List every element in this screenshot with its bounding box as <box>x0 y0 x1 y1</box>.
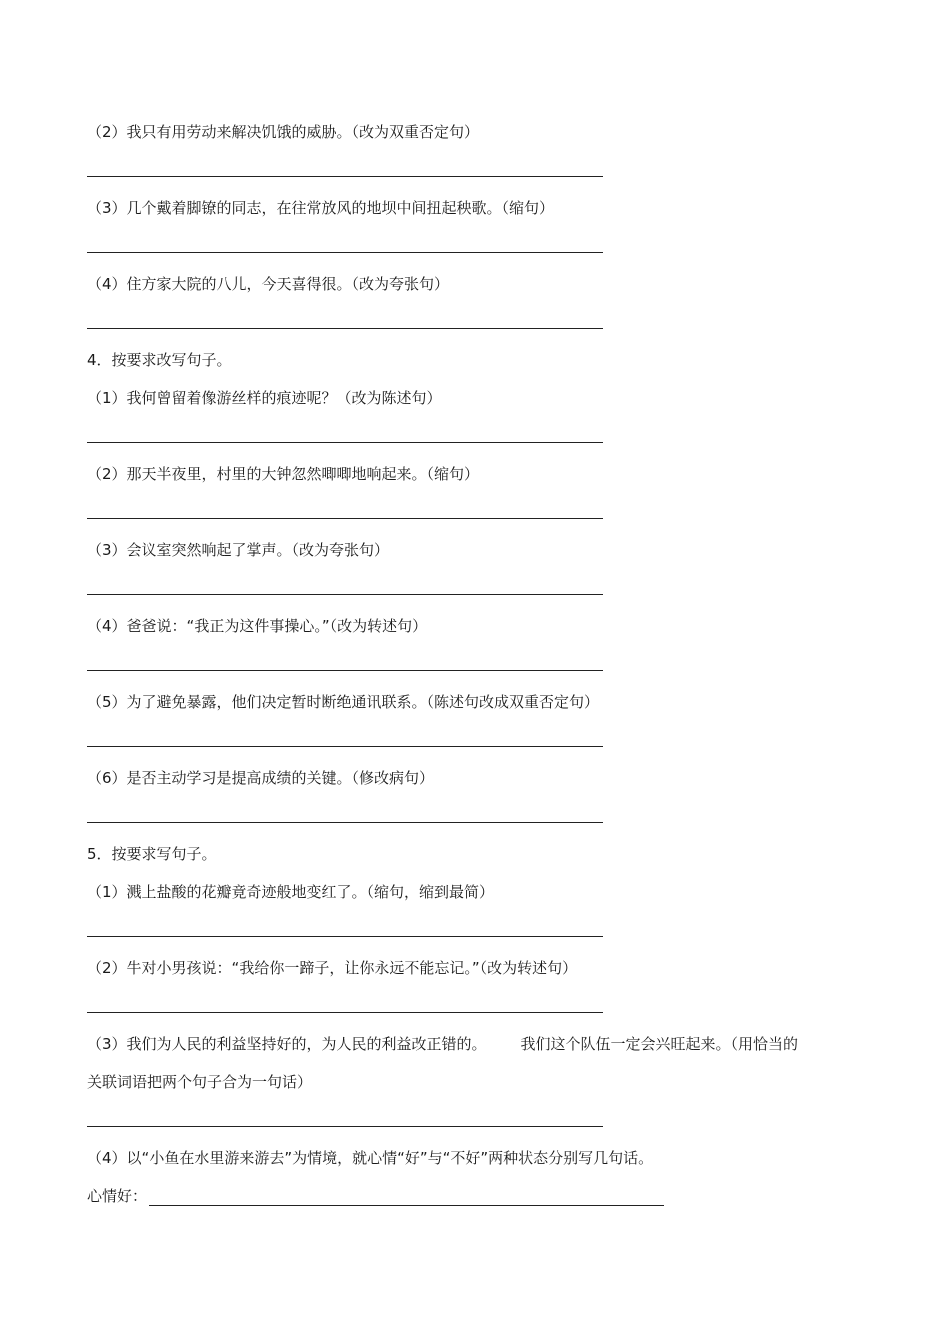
answer-line[interactable] <box>87 442 603 443</box>
mood-good-row <box>87 1185 664 1207</box>
answer-line[interactable] <box>87 328 603 329</box>
answer-line[interactable] <box>87 594 603 595</box>
answer-line[interactable] <box>87 746 603 747</box>
question-4-4: （4）爸爸说：“我正为这件事操心。”（改为转述句） <box>87 617 428 635</box>
question-4-2: （2）那天半夜里，村里的大钟忽然唧唧地响起来。（缩句） <box>87 465 480 483</box>
question-4-1: （1）我何曾留着像游丝样的痕迹呢？（改为陈述句） <box>87 389 442 407</box>
question-4-6: （6）是否主动学习是提高成绩的关键。（修改病句） <box>87 769 435 787</box>
question-5-1: （1）溅上盐酸的花瓣竟奇迹般地变红了。（缩句，缩到最简） <box>87 883 495 901</box>
answer-line[interactable] <box>87 1012 603 1013</box>
question-4-5: （5）为了避免暴露，他们决定暂时断绝通讯联系。（陈述句改成双重否定句） <box>87 693 600 711</box>
question-3-3: （3）几个戴着脚镣的同志，在往常放风的地坝中间扭起秧歌。（缩句） <box>87 199 555 217</box>
mood-good-label: 心情好： <box>87 1187 148 1205</box>
question-3-2: （2）我只有用劳动来解决饥饿的威胁。（改为双重否定句） <box>87 123 480 141</box>
question-5-3-continued: 关联词语把两个句子合为一句话） <box>87 1073 313 1091</box>
question-5-2: （2）牛对小男孩说：“我给你一蹄子，让你永远不能忘记。”（改为转述句） <box>87 959 578 977</box>
question-4-3: （3）会议室突然响起了掌声。（改为夸张句） <box>87 541 390 559</box>
question-5-4: （4）以“小鱼在水里游来游去”为情境，就心情“好”与“不好”两种状态分别写几句话。 <box>87 1149 654 1167</box>
question-5-3-part-1: （3）我们为人民的利益坚持好的，为人民的利益改正错的。 <box>87 1035 487 1053</box>
answer-line[interactable] <box>87 1126 603 1127</box>
answer-line[interactable] <box>87 822 603 823</box>
answer-line[interactable] <box>87 670 603 671</box>
question-3-4: （4）住方家大院的八儿，今天喜得很。（改为夸张句） <box>87 275 450 293</box>
section-4-title: 4．按要求改写句子。 <box>87 351 232 369</box>
answer-line[interactable] <box>87 252 603 253</box>
mood-good-answer-line[interactable] <box>149 1205 664 1206</box>
answer-line[interactable] <box>87 518 603 519</box>
answer-line[interactable] <box>87 176 603 177</box>
section-5-title: 5．按要求写句子。 <box>87 845 217 863</box>
question-5-3-part-2: 我们这个队伍一定会兴旺起来。（用恰当的 <box>520 1035 799 1053</box>
answer-line[interactable] <box>87 936 603 937</box>
question-5-3 <box>87 1033 798 1055</box>
